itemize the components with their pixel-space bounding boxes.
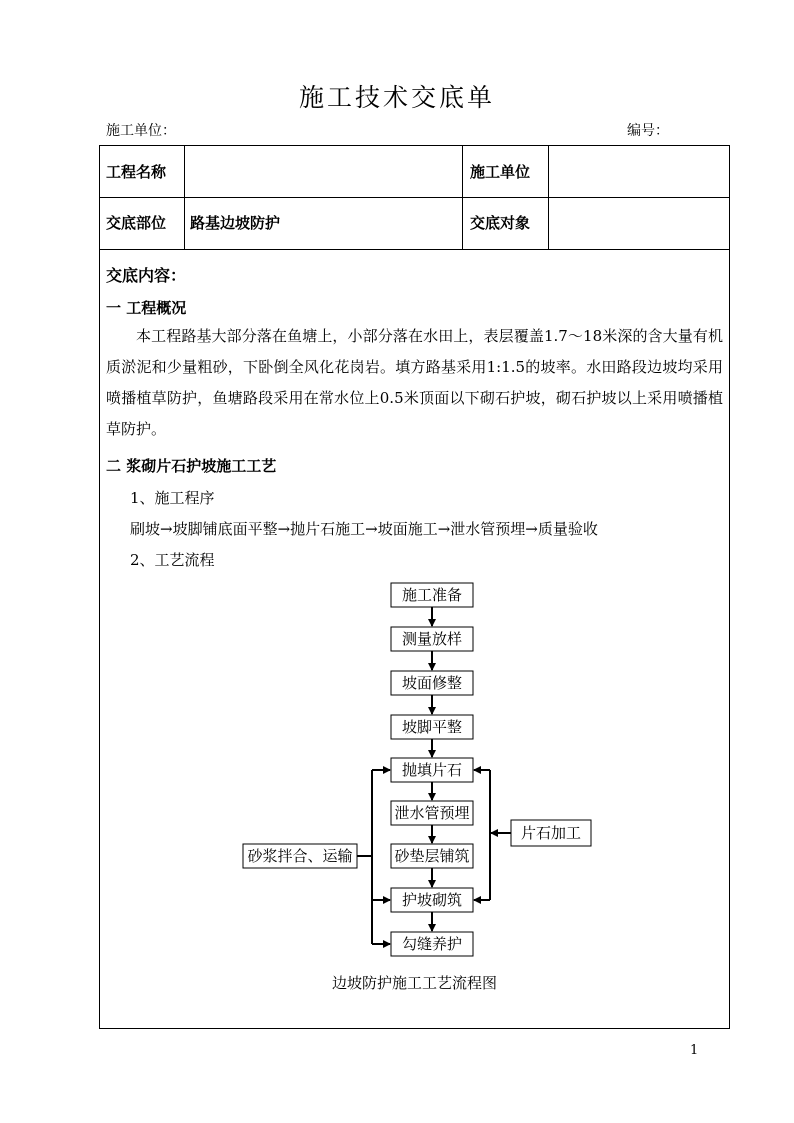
content-heading: 交底内容： (106, 266, 187, 285)
svg-text:片石加工: 片石加工 (520, 824, 582, 842)
flow-step-box (391, 671, 473, 695)
sub1-title: 1、施工程序 (130, 489, 215, 507)
project-name-label: 工程名称 (106, 163, 167, 181)
section1-body: 本工程路基大部分落在鱼塘上，小部分落在水田上，表层覆盖1.7～18米深的含大量有机质淤泥和少量粗砂，下卧倒全风化花岗岩。填方路基采用1:1.5的坡率。水田路段边坡均采用喷播植草防护，鱼塘路段采用在常水位上0.5米顶面以下砌石护坡，砌石护坡以上采用喷播植草防护。 (106, 327, 723, 438)
document-title: 施工技术交底单 (298, 83, 495, 112)
mortar-mixing-box (243, 844, 357, 868)
svg-text:坡面修整: 坡面修整 (401, 674, 463, 692)
flow-step-box (391, 583, 473, 607)
flow-step-box (391, 932, 473, 956)
svg-text:抛填片石: 抛填片石 (401, 761, 463, 779)
flowchart-caption: 边坡防护施工工艺流程图 (331, 974, 497, 992)
section1-title: 一 工程概况 (106, 299, 187, 317)
svg-text:坡脚平整: 坡脚平整 (401, 718, 463, 736)
number-label: 编号： (627, 123, 669, 139)
stone-processing-box (511, 820, 591, 846)
flow-step-box (391, 844, 473, 868)
process-flowchart (100, 146, 729, 1028)
svg-text:砂垫层铺筑: 砂垫层铺筑 (394, 847, 470, 865)
disclosure-table (99, 145, 730, 1029)
flow-step-box (391, 801, 473, 825)
section2-title: 二 浆砌片石护坡施工工艺 (106, 457, 277, 475)
svg-text:施工准备: 施工准备 (401, 586, 463, 604)
flow-step-box (391, 627, 473, 651)
svg-text:砂浆拌合、运输: 砂浆拌合、运输 (247, 847, 353, 865)
construction-unit-label: 施工单位： (106, 123, 176, 139)
flow-step-box (391, 715, 473, 739)
page-number: 1 (690, 1043, 699, 1058)
sub2-title: 2、工艺流程 (130, 551, 215, 569)
svg-text:测量放样: 测量放样 (401, 630, 463, 648)
flow-step-box (391, 888, 473, 912)
svg-text:泄水管预埋: 泄水管预埋 (394, 804, 470, 822)
flow-step-box (391, 758, 473, 782)
disclosure-target-label: 交底对象 (470, 214, 531, 232)
flow-steps (243, 583, 591, 956)
disclosure-part-label: 交底部位 (106, 214, 167, 232)
svg-text:护坡砌筑: 护坡砌筑 (401, 891, 463, 909)
construction-unit-cell-label: 施工单位 (470, 163, 531, 181)
sub1-body: 刷坡→坡脚铺底面平整→抛片石施工→坡面施工→泄水管预埋→质量验收 (130, 520, 598, 538)
disclosure-part-value: 路基边坡防护 (190, 214, 281, 232)
svg-text:勾缝养护: 勾缝养护 (401, 935, 463, 953)
